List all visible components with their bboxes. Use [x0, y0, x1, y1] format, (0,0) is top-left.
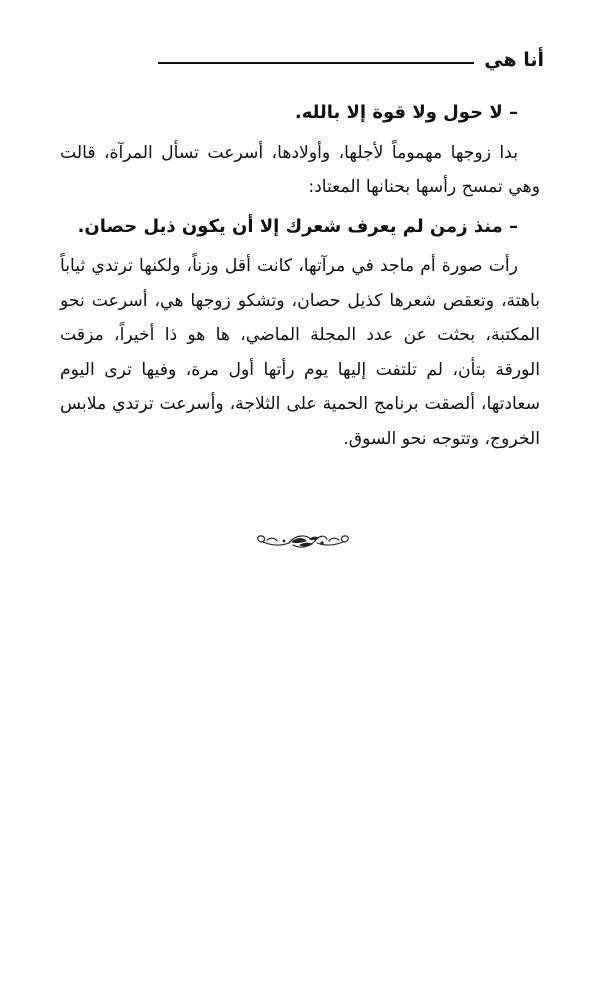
- story-text: [60, 96, 540, 461]
- paragraph-dialog: – لا حول ولا قوة إلا بالله.: [294, 102, 518, 123]
- paragraph-dialog: – منذ زمن لم يعرف شعرك إلا أن يكون ذيل حصان.: [77, 215, 518, 237]
- floral-divider-icon: [253, 527, 353, 557]
- running-header: [158, 42, 544, 78]
- paragraph: رأت صورة أم ماجد في مرآتها، كانت أقل وزناً، ولكنها ترتدي ثياباً باهتة، وتعقص شعرها كذيل حصان، وتشكو زوجها هي، أسرعت نحو المكتبة، بحثت عن عدد المجلة الماضي، ها هو ذا أخيراً، مزقت الورقة بتأن، لم تلتفت إليها يوم رأتها أول مرة، وفيها ترى اليوم سعادتها، ألصقت برنامج الحمية على الثلاجة، وأسرعت ترتدي ملابس الخروج، وتتوجه نحو السوق.: [60, 256, 540, 449]
- header-rule: [158, 62, 474, 64]
- chapter-title: أنا هي: [484, 49, 544, 71]
- paragraph: بدا زوجها مهموماً لأجلها، وأولادها، أسرعت تسأل المرآة، قالت وهي تمسح رأسها بحنانها المعتاد:: [60, 142, 540, 197]
